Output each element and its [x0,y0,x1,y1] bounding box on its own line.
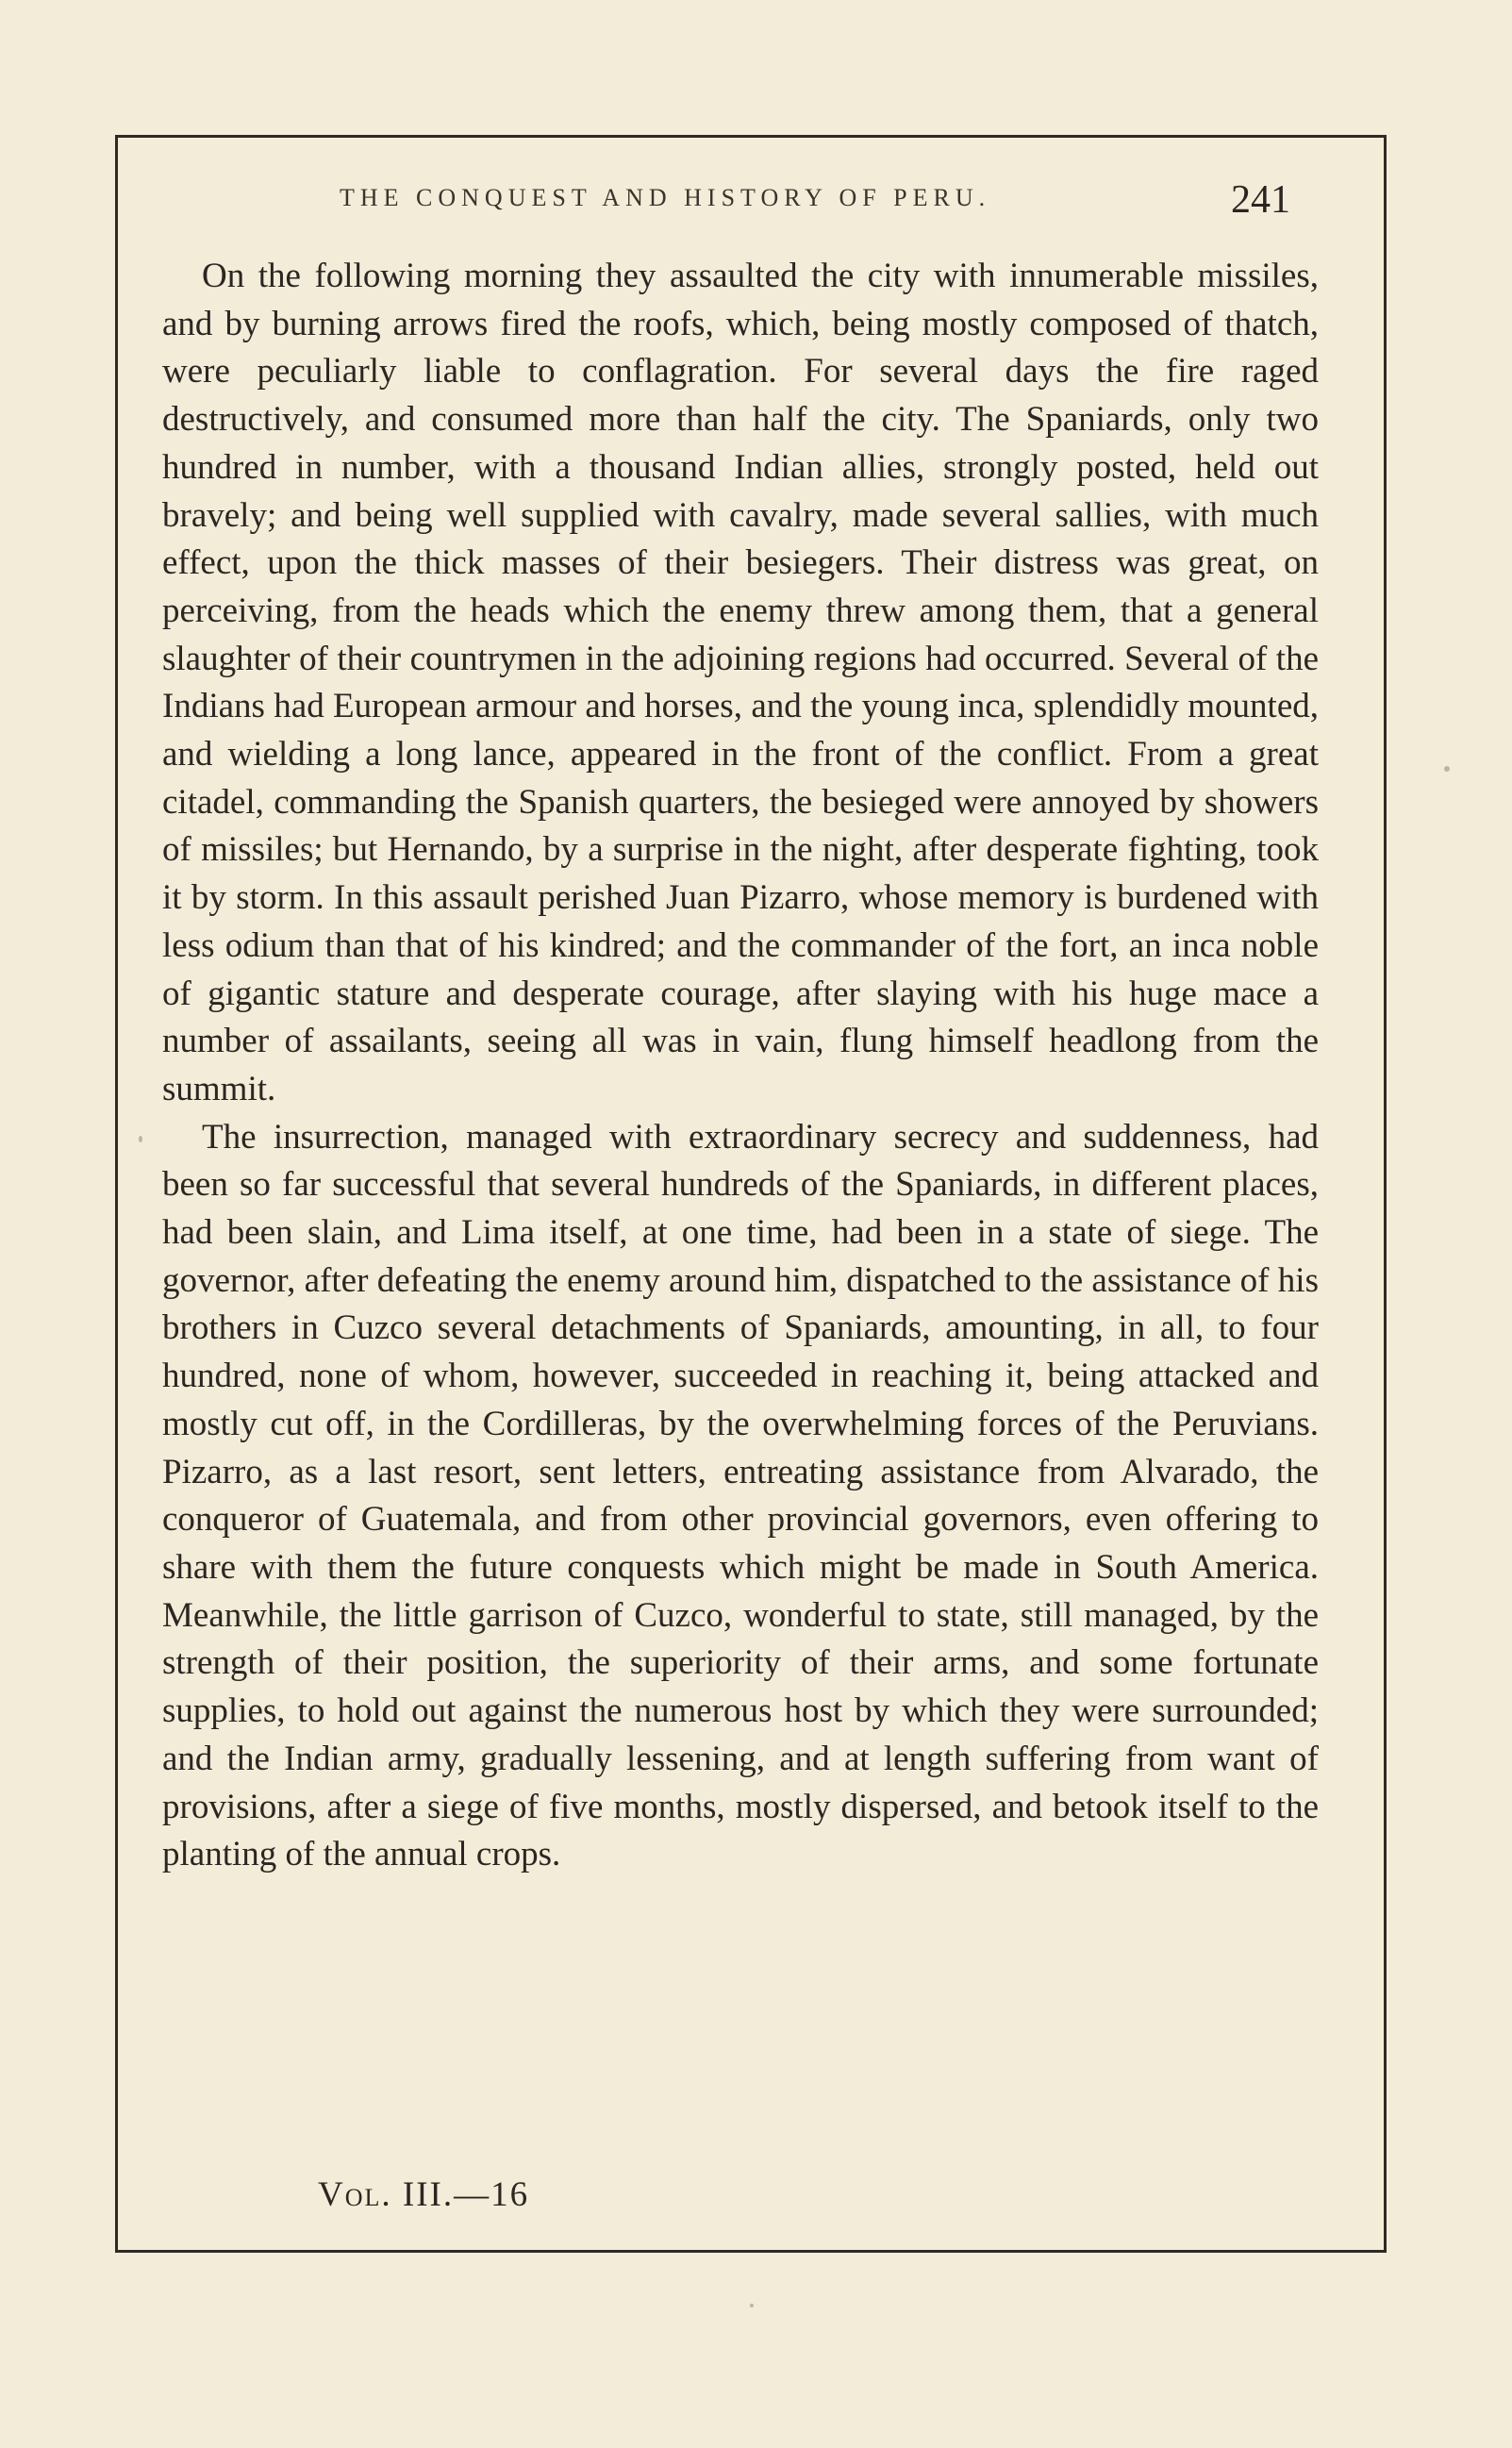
body-text [162,253,1319,1879]
paragraph-2: The insurrection, managed with extraordinary secrecy and suddenness, had been so far successful that several hundreds of the Spaniards, in different places, had been slain, and Lima itself, at one time, had been in a state of siege. The governor, after defeating the enemy around him, dispatched to the assistance of his brothers in Cuzco several detachments of Spaniards, amounting, in all, to four hundred, none of whom, however, succeeded in reaching it, being attacked and mostly cut off, in the Cordilleras, by the overwhelming forces of the Peruvians. Pizarro, as a last resort, sent letters, entreating assistance from Alvarado, the conqueror of Guatemala, and from other provincial governors, even offering to share with them the future conquests which might be made in South America. Meanwhile, the little garrison of Cuzco, wonderful to state, still managed, by the strength of their position, the superiority of their arms, and some fortunate supplies, to hold out against the numerous host by which they were surrounded; and the Indian army, gradually lessening, and at length suffering from want of provisions, after a siege of five months, mostly dispersed, and betook itself to the planting of the annual crops. [162,1117,1319,1874]
paragraph-1: On the following morning they assaulted the city with innumerable missiles, and by burning arrows fired the roofs, which, being mostly composed of thatch, were peculiarly liable to conflagration. For several days the fire raged destructively, and consumed more than half the city. The Spaniards, only two hundred in number, with a thousand Indian allies, strongly posted, held out bravely; and being well supplied with cavalry, made several sallies, with much effect, upon the thick masses of their besiegers. Their distress was great, on perceiving, from the heads which the enemy threw among them, that a general slaughter of their countrymen in the adjoining regions had occurred. Several of the Indians had European armour and horses, and the young inca, splendidly mounted, and wielding a long lance, appeared in the front of the conflict. From a great citadel, commanding the Spanish quarters, the besieged were annoyed by showers of missiles; but Hernando, by a surprise in the night, after desperate fighting, took it by storm. In this assault perished Juan Pizarro, whose memory is burdened with less odium than that of his kindred; and the commander of the fort, an inca noble of gigantic stature and desperate courage, after slaying with his huge mace a number of assailants, seeing all was in vain, flung himself headlong from the summit. [162,257,1319,1108]
paper-speck [750,2304,754,2307]
paper-speck [1444,766,1450,772]
signature-mark: Vol. III.—16 [318,2175,530,2214]
paper-speck [139,1136,142,1142]
page-number: 241 [1231,178,1290,222]
running-header: THE CONQUEST AND HISTORY OF PERU. [340,184,991,211]
